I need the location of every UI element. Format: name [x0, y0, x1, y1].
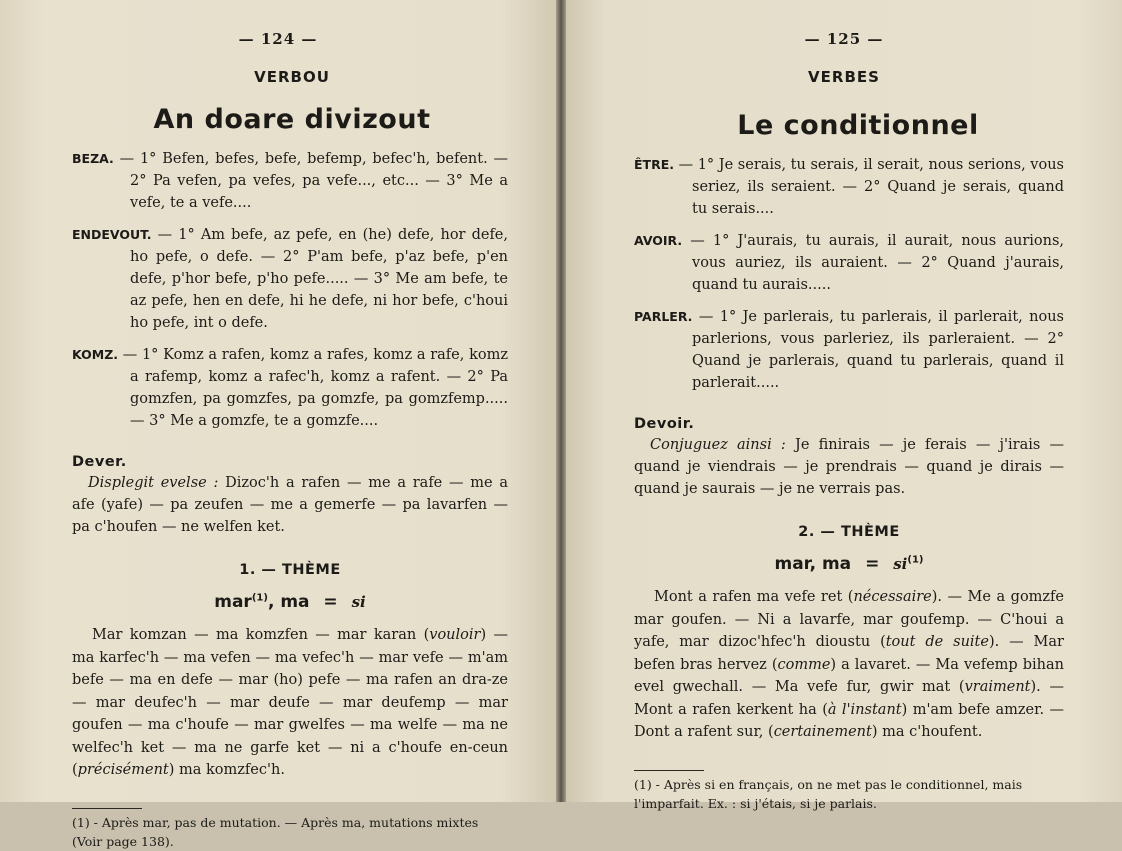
gloss: précisément — [77, 762, 169, 778]
conjugation-entry — [72, 344, 508, 432]
devoir-heading: Dever. — [72, 454, 127, 470]
conjugation-entry — [634, 306, 1064, 394]
equals-sign: = — [865, 554, 880, 574]
text-run: ) — ma karfec'h — ma vefen — ma vefec'h — mar vefe — m'am befe — ma en defe — mar (ho) pefe — ma rafen an dra-ze — mar deufec'h — mar deufe — mar deufemp — mar goufen — ma c'houfe — mar gwelfes — ma welfe — ma ne welfec'h ket — ma ne garfe ket — ni a c'houfe en-ceun ( — [72, 627, 508, 778]
devoir-heading: Devoir. — [634, 416, 695, 432]
section-label: VERBES — [808, 68, 880, 86]
footnote-divider — [72, 808, 142, 809]
page-title: Le conditionnel — [737, 110, 979, 141]
entry-text: — 1° Komz a rafen, komz a rafes, komz a rafe, komz a rafemp, komz a rafec'h, komz a rafent. — 2° Pa gomzfen, pa gomzfes, pa gomzfe, pa gomzfemp..... — 3° Me a gomzfe, te a gomzfe.... — [122, 347, 508, 429]
text-run: ). — Mar befen bras hervez ( — [634, 634, 1064, 673]
theme-word-rest: , ma — [267, 592, 310, 612]
right-content — [634, 154, 1064, 813]
gloss: comme — [777, 656, 831, 673]
theme-word: mar, ma — [774, 554, 852, 574]
conjugation-entry — [72, 224, 508, 334]
entry-head: AVOIR. — [634, 233, 683, 248]
gloss: vraiment — [964, 679, 1031, 695]
theme-subheading — [634, 554, 1064, 574]
text-run: ). — Me a gomzfe mar goufen. — Ni a lavarfe, mar goufemp. — C'houi a yafe, mar dizoc'hfec'h dioustu ( — [634, 589, 1065, 650]
entry-head: PARLER. — [634, 309, 693, 324]
theme-word: mar — [214, 592, 252, 612]
entry-head: ÊTRE. — [634, 157, 674, 172]
theme-translation: si — [351, 593, 366, 611]
page-number: — 125 — — [804, 30, 884, 48]
text-run: ) ma c'houfent. — [871, 724, 983, 740]
footnote-divider — [634, 770, 704, 771]
section-label: VERBOU — [254, 68, 330, 86]
devoir-paragraph — [634, 434, 1064, 500]
footnote-marker: (1) — [907, 554, 924, 566]
footnote: (1) - Après mar, pas de mutation. — Après ma, mutations mixtes (Voir page 138). — [72, 814, 479, 849]
entry-text: — 1° Befen, befes, befe, befemp, befec'h, befent. — 2° Pa vefen, pa vefes, pa vefe..., etc... — 3° Me a vefe, te a vefe.... — [119, 151, 508, 211]
devoir-body: Je finirais — je ferais — j'irais — quand je viendrais — je prendrais — quand je dirais — quand je saurais — je ne verrais pas. — [634, 437, 1064, 497]
gloss: à l'instant — [827, 701, 902, 718]
theme-paragraph — [634, 586, 1064, 744]
gloss: certainement — [773, 724, 872, 740]
footnote: (1) - Après si en français, on ne met pas le conditionnel, mais l'imparfait. Ex. : si j'étais, si je parlais. — [634, 776, 1023, 811]
text-run: Mar komzan — ma komzfen — mar karan ( — [92, 627, 430, 643]
gloss: vouloir — [429, 627, 481, 643]
footnote-marker: (1) — [251, 592, 268, 604]
devoir-lead: Conjuguez ainsi : — [650, 437, 786, 453]
entry-text: — 1° Am befe, az pefe, en (he) defe, hor defe, ho pefe, o defe. — 2° P'am befe, p'az befe, p'en defe, p'hor befe, p'ho pefe..... — 3° Me am befe, te az pefe, hen en defe, hi he defe, ni hor befe, c'houi ho pefe, int o defe. — [130, 227, 509, 331]
equals-sign: = — [323, 592, 338, 612]
text-run: ) m'am befe amzer. — Dont a rafent sur, ( — [634, 701, 1064, 740]
entry-head: KOMZ. — [72, 347, 119, 362]
theme-heading: 2. — THÈME — [798, 524, 900, 540]
book-gutter — [556, 0, 566, 802]
gloss: nécessaire — [853, 589, 932, 605]
page-title: An doare divizout — [153, 104, 431, 135]
theme-translation: si — [893, 555, 908, 573]
theme-paragraph — [72, 624, 508, 782]
entry-head: ENDEVOUT. — [72, 227, 152, 242]
entry-text: — 1° Je parlerais, tu parlerais, il parlerait, nous parlerions, vous parleriez, ils parleraient. — 2° Quand je parlerais, quand tu parlerais, quand il parlerait..... — [692, 309, 1064, 391]
theme-subheading — [72, 592, 508, 612]
text-run: ). — Mont a rafen kerkent ha ( — [634, 679, 1064, 718]
conjugation-entry — [634, 154, 1064, 220]
conjugation-entry — [72, 148, 508, 214]
devoir-paragraph — [72, 472, 508, 538]
devoir-body: Dizoc'h a rafen — me a rafe — me a afe (yafe) — pa zeufen — me a gemerfe — pa lavarfen — pa c'houfen — ne welfen ket. — [72, 475, 509, 535]
page-number: — 124 — — [238, 30, 318, 48]
text-run: Mont a rafen ma vefe ret ( — [654, 589, 854, 605]
text-run: ) ma komzfec'h. — [168, 762, 285, 778]
left-content — [72, 148, 508, 851]
gloss: tout de suite — [885, 634, 989, 650]
entry-head: BEZA. — [72, 151, 114, 166]
entry-text: — 1° Je serais, tu serais, il serait, nous serions, vous seriez, ils seraient. — 2° Quand je serais, quand tu serais.... — [678, 157, 1064, 217]
theme-heading: 1. — THÈME — [239, 562, 341, 578]
conjugation-entry — [634, 230, 1064, 296]
entry-text: — 1° J'aurais, tu aurais, il aurait, nous aurions, vous auriez, ils auraient. — 2° Quand j'aurais, quand tu aurais..... — [690, 233, 1065, 293]
devoir-lead: Displegit evelse : — [88, 475, 219, 491]
text-run: ) a lavaret. — Ma vefemp bihan evel gwechall. — Ma vefe fur, gwir mat ( — [634, 656, 1064, 695]
